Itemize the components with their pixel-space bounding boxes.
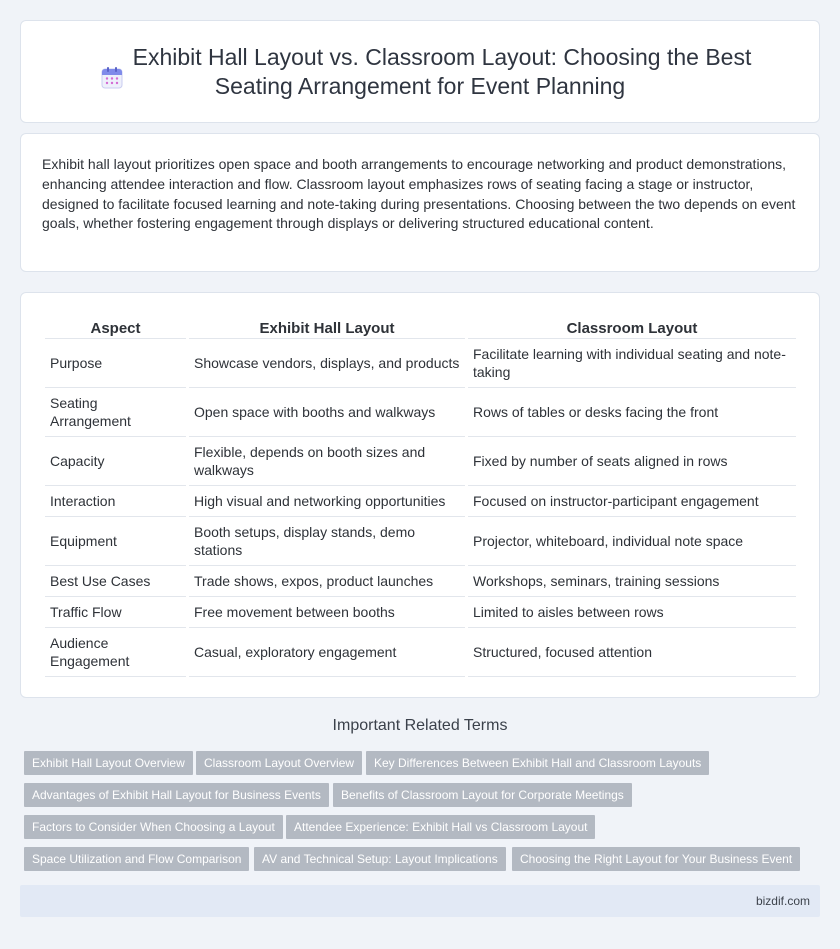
cell-exhibit: Trade shows, expos, product launches: [189, 566, 465, 597]
cell-aspect: Capacity: [45, 437, 186, 486]
related-tag-right-layout[interactable]: Choosing the Right Layout for Your Business Event: [512, 847, 800, 871]
cell-exhibit: High visual and networking opportunities: [189, 486, 465, 517]
cell-exhibit: Showcase vendors, displays, and products: [189, 339, 465, 388]
related-terms-title: Important Related Terms: [332, 717, 508, 734]
table-row: [45, 339, 796, 388]
related-tag-exhibit-hall-overview[interactable]: Exhibit Hall Layout Overview: [24, 751, 193, 775]
cell-exhibit: Casual, exploratory engagement: [189, 628, 465, 677]
cell-classroom: Facilitate learning with individual seating and note-taking: [468, 339, 796, 388]
table-header-row: [45, 315, 796, 339]
header-exhibit-hall: Exhibit Hall Layout: [189, 315, 465, 339]
cell-classroom: Rows of tables or desks facing the front: [468, 388, 796, 437]
cell-classroom: Fixed by number of seats aligned in rows: [468, 437, 796, 486]
related-tag-av-technical[interactable]: AV and Technical Setup: Layout Implications: [254, 847, 506, 871]
header-aspect: Aspect: [45, 315, 186, 339]
page-title-line1: Exhibit Hall Layout vs. Classroom Layout: Choosing the Best: [132, 44, 752, 70]
cell-exhibit: Booth setups, display stands, demo stations: [189, 517, 465, 566]
page-title: [21, 43, 819, 101]
cell-classroom: Projector, whiteboard, individual note space: [468, 517, 796, 566]
related-tag-choosing-factors[interactable]: Factors to Consider When Choosing a Layout: [24, 815, 283, 839]
related-tag-classroom-overview[interactable]: Classroom Layout Overview: [196, 751, 362, 775]
cell-exhibit: Open space with booths and walkways: [189, 388, 465, 437]
cell-classroom: Focused on instructor-participant engagement: [468, 486, 796, 517]
related-tag-attendee-experience[interactable]: Attendee Experience: Exhibit Hall vs Classroom Layout: [286, 815, 595, 839]
related-tag-exhibit-advantages[interactable]: Advantages of Exhibit Hall Layout for Business Events: [24, 783, 329, 807]
cell-exhibit: Free movement between booths: [189, 597, 465, 628]
table-row: [45, 628, 796, 677]
cell-exhibit: Flexible, depends on booth sizes and walkways: [189, 437, 465, 486]
related-tag-classroom-benefits[interactable]: Benefits of Classroom Layout for Corporate Meetings: [333, 783, 632, 807]
cell-classroom: Limited to aisles between rows: [468, 597, 796, 628]
footer-site-link[interactable]: bizdif.com: [755, 894, 810, 908]
cell-aspect: Equipment: [45, 517, 186, 566]
page-title-line2: Seating Arrangement for Event Planning: [214, 73, 626, 99]
intro-text: Exhibit hall layout prioritizes open space and booth arrangements to encourage networking and product demonstrations, enhancing attendee interaction and flow. Classroom layout emphasizes rows of seating facing a stage or instructor, designed to facilitate focused learning and note-taking during presentations. Choosing between the two depends on event goals, whether fostering engagement through displays or delivering structured educational content.: [42, 156, 796, 232]
cell-aspect: Interaction: [45, 486, 186, 517]
cell-aspect: Purpose: [45, 339, 186, 388]
table-row: [45, 517, 796, 566]
header-classroom: Classroom Layout: [468, 315, 796, 339]
related-tag-key-differences[interactable]: Key Differences Between Exhibit Hall and Classroom Layouts: [366, 751, 709, 775]
related-tag-space-utilization[interactable]: Space Utilization and Flow Comparison: [24, 847, 249, 871]
comparison-table: [42, 315, 799, 677]
cell-classroom: Workshops, seminars, training sessions: [468, 566, 796, 597]
table-row: [45, 597, 796, 628]
intro-card: [20, 133, 820, 272]
table-row: [45, 437, 796, 486]
table-row: [45, 486, 796, 517]
cell-classroom: Structured, focused attention: [468, 628, 796, 677]
cell-aspect: Traffic Flow: [45, 597, 186, 628]
title-card: [20, 20, 820, 123]
comparison-card: [20, 292, 820, 698]
footer: [20, 885, 820, 917]
cell-aspect: Best Use Cases: [45, 566, 186, 597]
cell-aspect: Seating Arrangement: [45, 388, 186, 437]
cell-aspect: Audience Engagement: [45, 628, 186, 677]
table-row: [45, 388, 796, 437]
table-row: [45, 566, 796, 597]
